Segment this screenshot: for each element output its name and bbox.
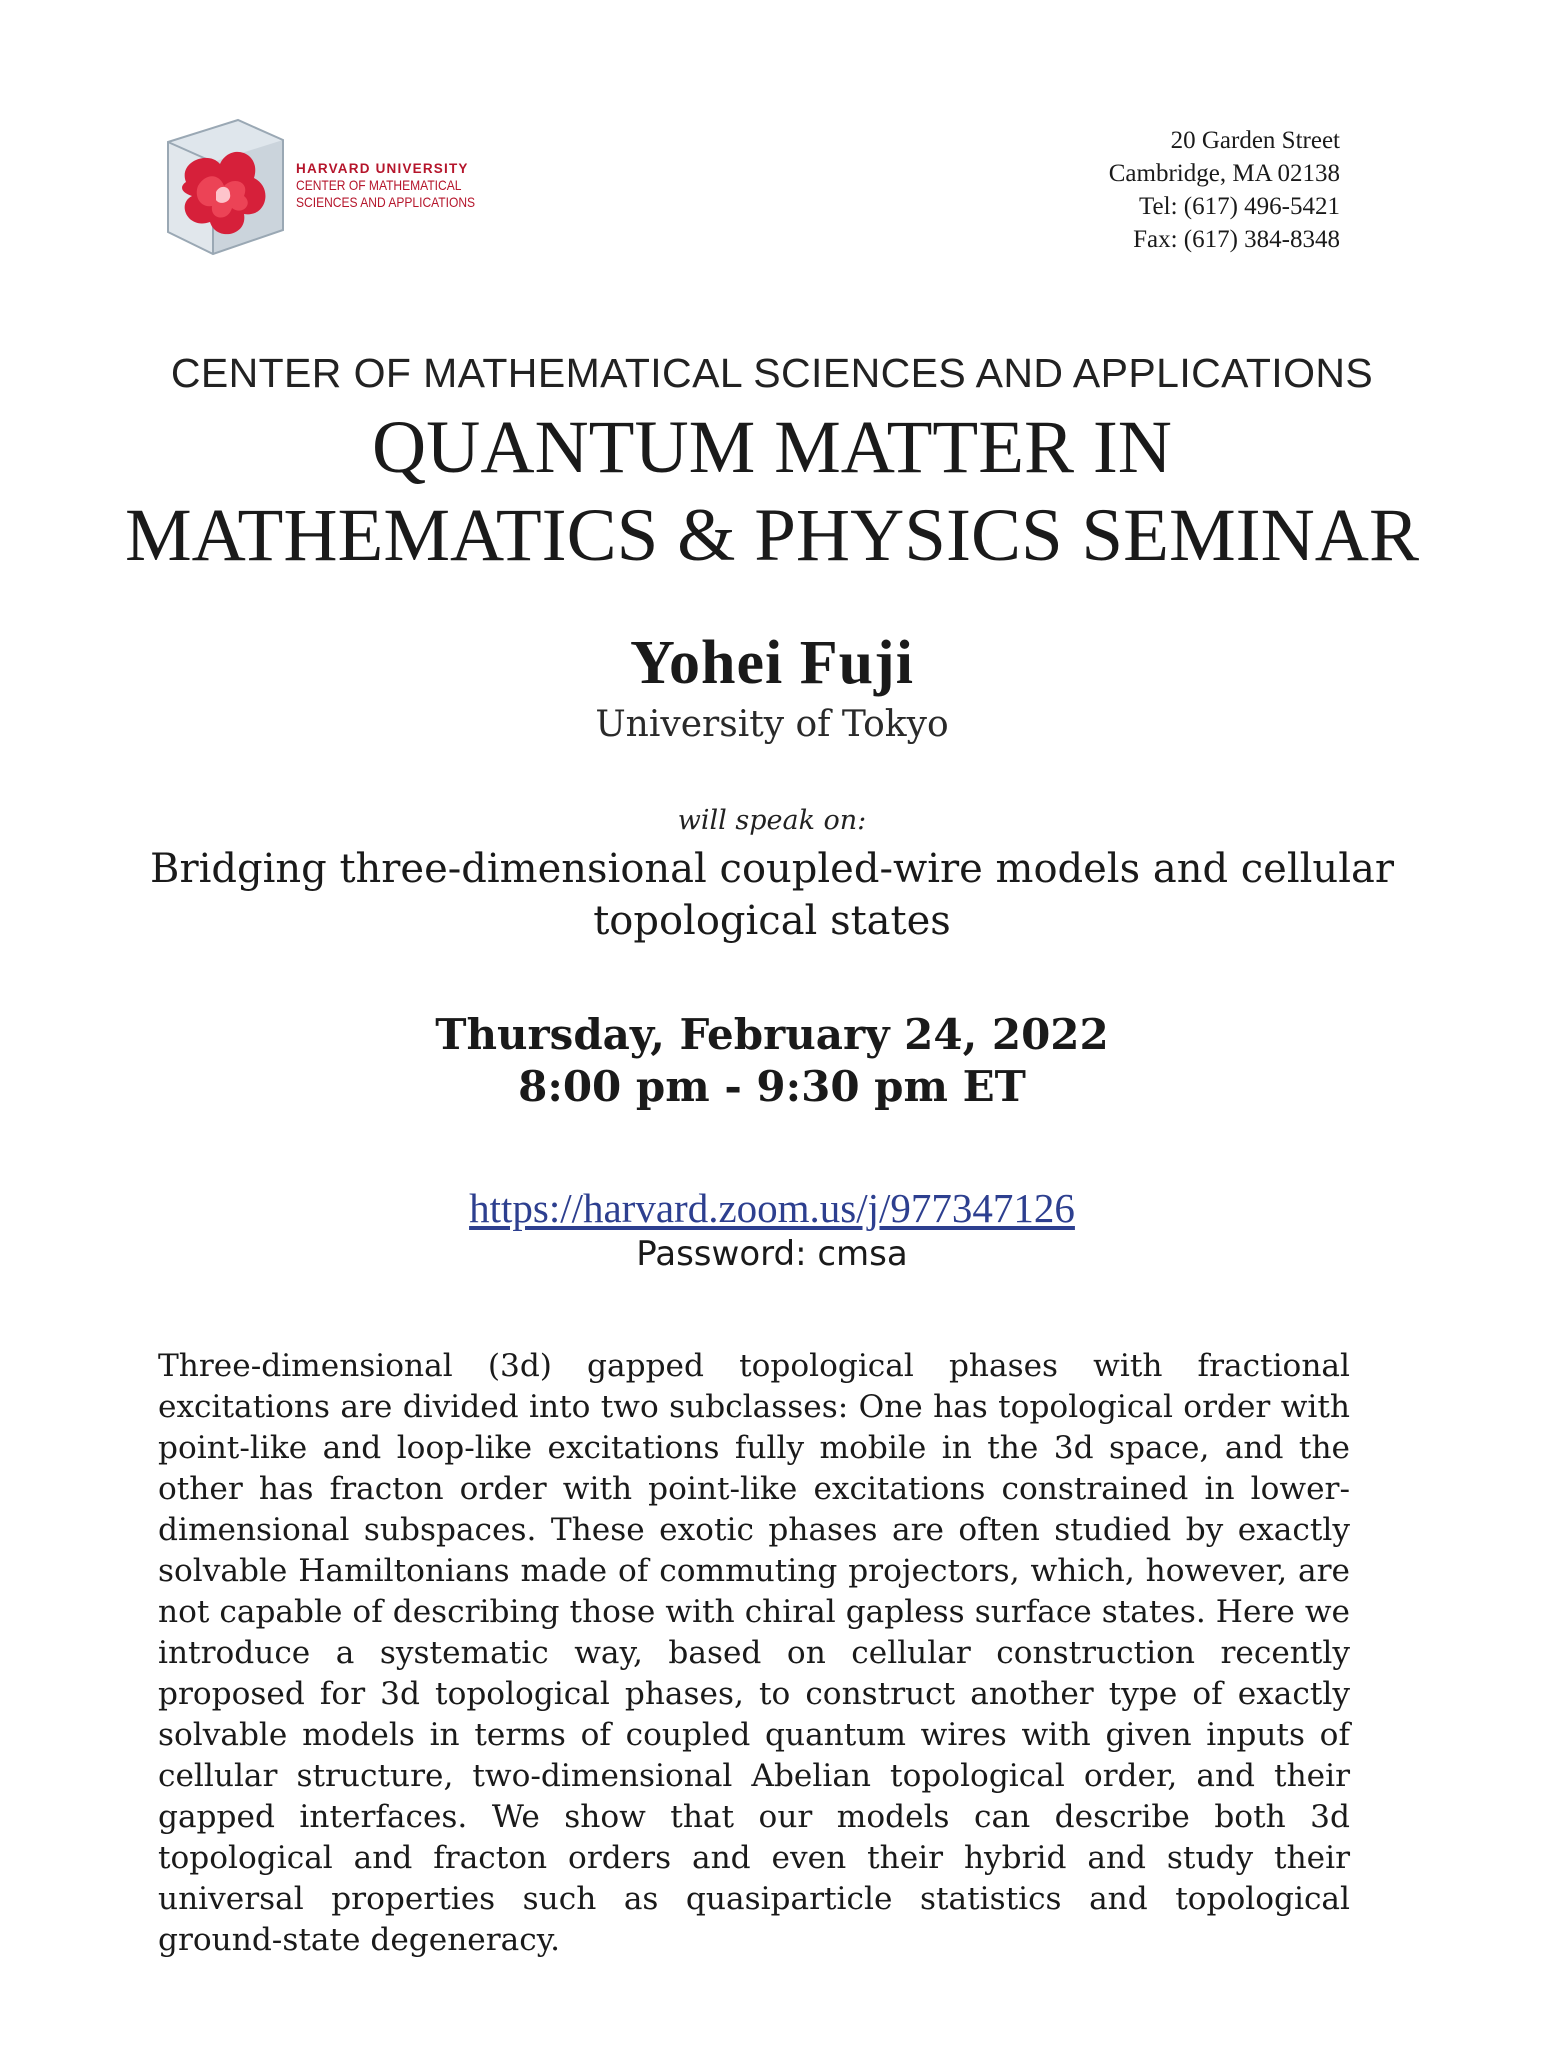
address-street: 20 Garden Street xyxy=(1170,127,1340,154)
logo-center: CENTER OF MATHEMATICAL xyxy=(296,177,462,193)
abstract-text: Three-dimensional (3d) gapped topological phases with fractional excitations are divided into two subclasses: One has topological order with point-like and loop-like excitations fully mobile in the 3d space, and the other has fracton order with point-like excitations constrained in lower-dimensional subspaces. These exotic phases are often studied by exactly solvable Hamiltonians made of commuting projectors, which, however, are not capable of describing those with chiral gapless surface states. Here we introduce a systematic way, based on cellular construction recently proposed for 3d topological phases, to construct another type of exactly solvable models in terms of coupled quantum wires with given inputs of cellular structure, two-dimensional Abelian topological order, and their gapped interfaces. We show that our models can describe both 3d topological and fracton orders and even their hybrid and study their universal properties such as quasiparticle statistics and topological ground-state degeneracy. xyxy=(158,1348,1350,1958)
talk-title-line1: Bridging three-dimensional coupled-wire models and cellular xyxy=(150,846,1394,892)
event-date: Thursday, February 24, 2022 xyxy=(435,1010,1109,1059)
logo-text xyxy=(296,160,504,211)
speaker-name: Yohei Fuji xyxy=(630,629,914,697)
zoom-link[interactable]: https://harvard.zoom.us/j/977347126 xyxy=(469,1185,1075,1231)
speaker-affiliation: University of Tokyo xyxy=(595,704,949,745)
logo-university: HARVARD UNIVERSITY xyxy=(296,161,469,176)
cmsa-cube-logo-icon xyxy=(158,112,288,262)
logo-sciences: SCIENCES AND APPLICATIONS xyxy=(296,194,476,210)
address-block xyxy=(1109,124,1340,256)
organization-name: CENTER OF MATHEMATICAL SCIENCES AND APPLICATIONS xyxy=(170,350,1374,396)
seminar-title-line1: QUANTUM MATTER IN xyxy=(372,406,1172,489)
address-tel: Tel: (617) 496-5421 xyxy=(1139,193,1340,220)
event-time: 8:00 pm - 9:30 pm ET xyxy=(518,1062,1026,1111)
meeting-password: Password: cmsa xyxy=(636,1234,908,1274)
speak-on-label: will speak on: xyxy=(677,805,867,836)
talk-title-line2: topological states xyxy=(593,898,951,944)
address-city: Cambridge, MA 02138 xyxy=(1108,160,1340,187)
seminar-title-line2: MATHEMATICS & PHYSICS SEMINAR xyxy=(125,494,1419,577)
address-fax: Fax: (617) 384-8348 xyxy=(1133,226,1340,253)
zoom-link-container xyxy=(0,1184,1544,1232)
cmsa-logo xyxy=(158,112,488,262)
